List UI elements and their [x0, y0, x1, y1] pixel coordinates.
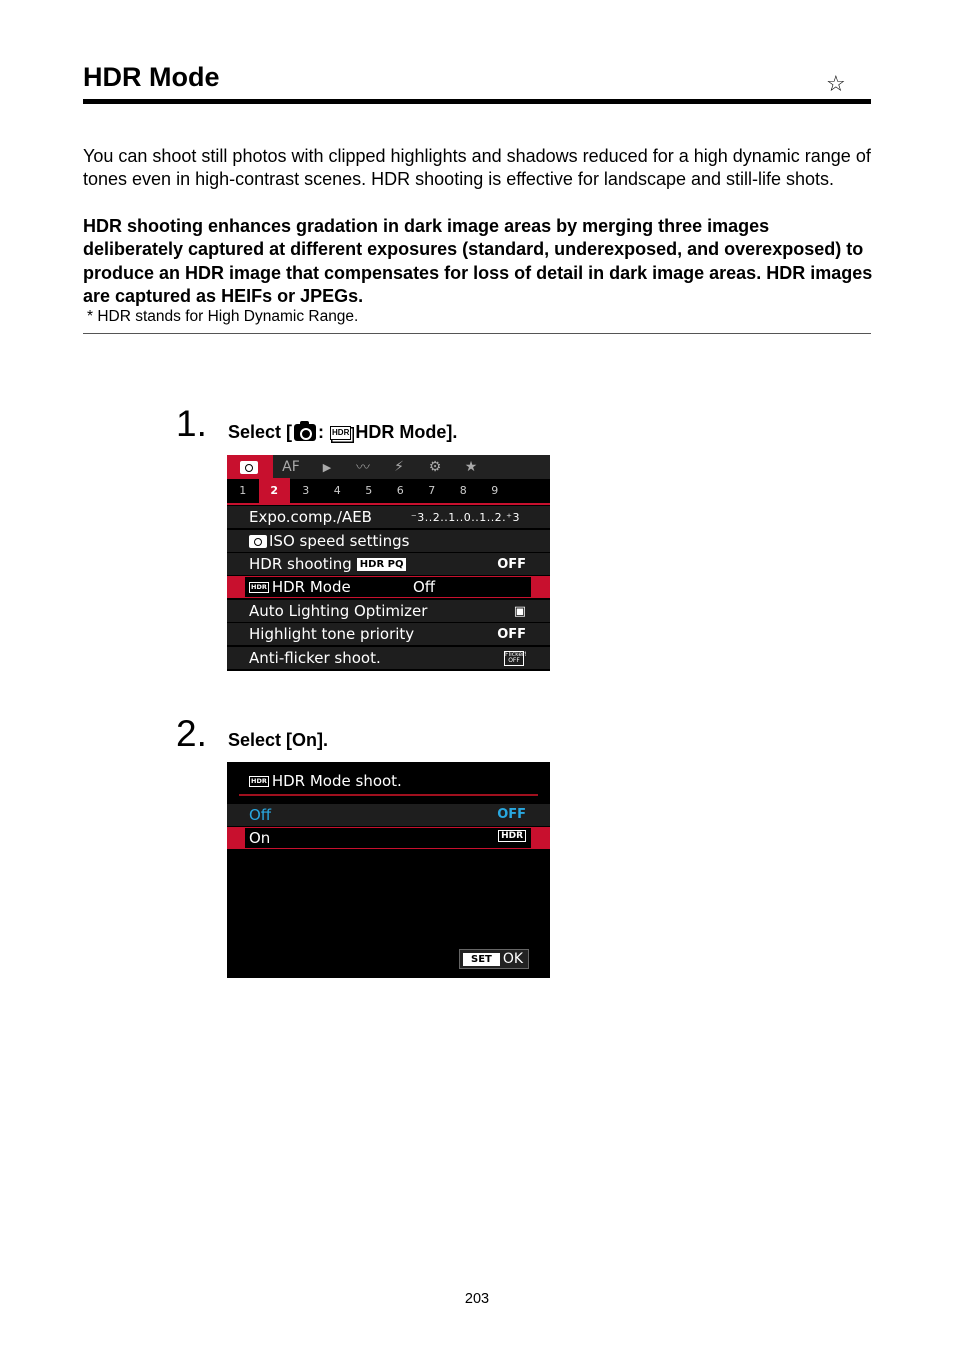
tab-wireless[interactable]: 〰 — [356, 460, 370, 476]
footnote: * HDR stands for High Dynamic Range. — [87, 308, 359, 325]
camera-menu-screen — [227, 455, 550, 671]
tab-af[interactable]: AF — [282, 459, 300, 475]
subtab-bar — [227, 479, 550, 505]
step-number-2: 2. — [176, 713, 207, 754]
selection-highlight — [245, 828, 531, 848]
menu-row-iso[interactable] — [227, 530, 550, 552]
option-label: Off — [249, 806, 272, 824]
step-1-suffix: HDR Mode]. — [355, 422, 458, 442]
tab-setup[interactable]: ⚡ — [394, 459, 404, 475]
hdr-pq-badge: HDR PQ — [357, 558, 407, 571]
subtab-8[interactable]: 8 — [459, 484, 467, 497]
option-off[interactable] — [227, 804, 550, 826]
option-on[interactable] — [227, 827, 550, 849]
hdr-on-icon: HDR — [498, 830, 526, 842]
tab-shooting[interactable] — [227, 455, 273, 479]
menu-row-label-wrap — [249, 578, 351, 596]
subtab-2[interactable]: 2 — [259, 478, 291, 504]
ok-label: OK — [502, 951, 524, 967]
menu-row-label: HDR Mode — [271, 578, 351, 596]
hdr-icon: HDR — [251, 777, 267, 785]
menu-row-anti-flicker[interactable] — [227, 647, 550, 669]
menu-row-label: HDR shooting — [249, 555, 352, 573]
camera-icon — [240, 461, 258, 474]
menu-row-value: Off — [413, 578, 436, 596]
set-label: SET — [463, 953, 500, 966]
menu-row-hdr-mode[interactable] — [227, 576, 550, 598]
page-number: 203 — [464, 1291, 490, 1307]
flicker-off-icon — [504, 650, 527, 666]
subtab-3[interactable]: 3 — [302, 484, 310, 497]
hdr-icon: HDR — [251, 583, 267, 591]
menu-row-expo-comp[interactable] — [227, 506, 550, 528]
star-icon: ☆ — [826, 72, 846, 97]
menu-row-hdr-shooting[interactable] — [227, 553, 550, 575]
set-ok-button[interactable] — [459, 949, 529, 969]
menu-row-value: OFF — [497, 556, 526, 572]
menu-row-label: Highlight tone priority — [249, 625, 415, 643]
subtab-7[interactable]: 7 — [428, 484, 436, 497]
menu-row-label: Auto Lighting Optimizer — [249, 602, 428, 620]
tab-playback[interactable]: ▶ — [322, 460, 332, 474]
hdr-icon: HDR — [330, 426, 351, 440]
camera-icon — [249, 535, 267, 548]
menu-row-label: Expo.comp./AEB — [249, 508, 372, 526]
step-text-1 — [228, 422, 457, 443]
exposure-scale: ⁻3..2..1..0..1..2.⁺3 — [410, 510, 520, 524]
hdr-mode-screen — [227, 762, 550, 978]
menu-row-label: ISO speed settings — [269, 532, 410, 550]
title-rule — [83, 99, 871, 104]
flicker-label: Flicker! — [505, 650, 527, 658]
subtab-5[interactable]: 5 — [365, 484, 373, 497]
bold-paragraph: HDR shooting enhances gradation in dark image areas by merging three images deliberately captured at different exposures (standard, underexposed, and overexposed) to produce an HDR image that compensates for loss of detail in dark image areas. HDR images are captured as HEIFs or JPEGs. — [83, 216, 873, 306]
menu-row-label-wrap — [249, 555, 406, 573]
menu-row-label-wrap — [249, 532, 409, 550]
step-text-2: Select [On]. — [228, 730, 329, 750]
tab-bar — [227, 455, 550, 479]
step-number-1: 1. — [176, 403, 207, 444]
title-divider — [239, 794, 538, 796]
subtab-6[interactable]: 6 — [396, 484, 404, 497]
intro-paragraph: You can shoot still photos with clipped highlights and shadows reduced for a high dynamic range of tones even in high-contrast scenes. HDR shooting is effective for landscape and still-life shots. — [83, 146, 871, 190]
tab-custom[interactable]: ⚙ — [428, 459, 442, 475]
flicker-value: OFF — [508, 656, 520, 664]
screen-title-text: HDR Mode shoot. — [271, 772, 402, 790]
screen-title — [249, 772, 402, 790]
menu-row-highlight-tone[interactable] — [227, 623, 550, 645]
subtab-4[interactable]: 4 — [333, 484, 341, 497]
alo-icon: ▣ — [513, 603, 526, 619]
section-rule — [83, 333, 871, 334]
page-title: HDR Mode — [83, 62, 220, 92]
step-1-prefix: Select [ — [228, 422, 293, 442]
camera-icon — [294, 424, 316, 441]
subtab-9[interactable]: 9 — [491, 484, 499, 497]
menu-row-value: OFF — [497, 626, 526, 642]
step-1-colon: : — [318, 422, 325, 442]
tab-mymenu[interactable]: ★ — [464, 459, 478, 475]
menu-row-alo[interactable] — [227, 600, 550, 622]
option-value: OFF — [497, 807, 526, 822]
option-label: On — [249, 829, 271, 847]
menu-row-label: Anti-flicker shoot. — [249, 649, 381, 667]
subtab-1[interactable]: 1 — [239, 484, 247, 497]
